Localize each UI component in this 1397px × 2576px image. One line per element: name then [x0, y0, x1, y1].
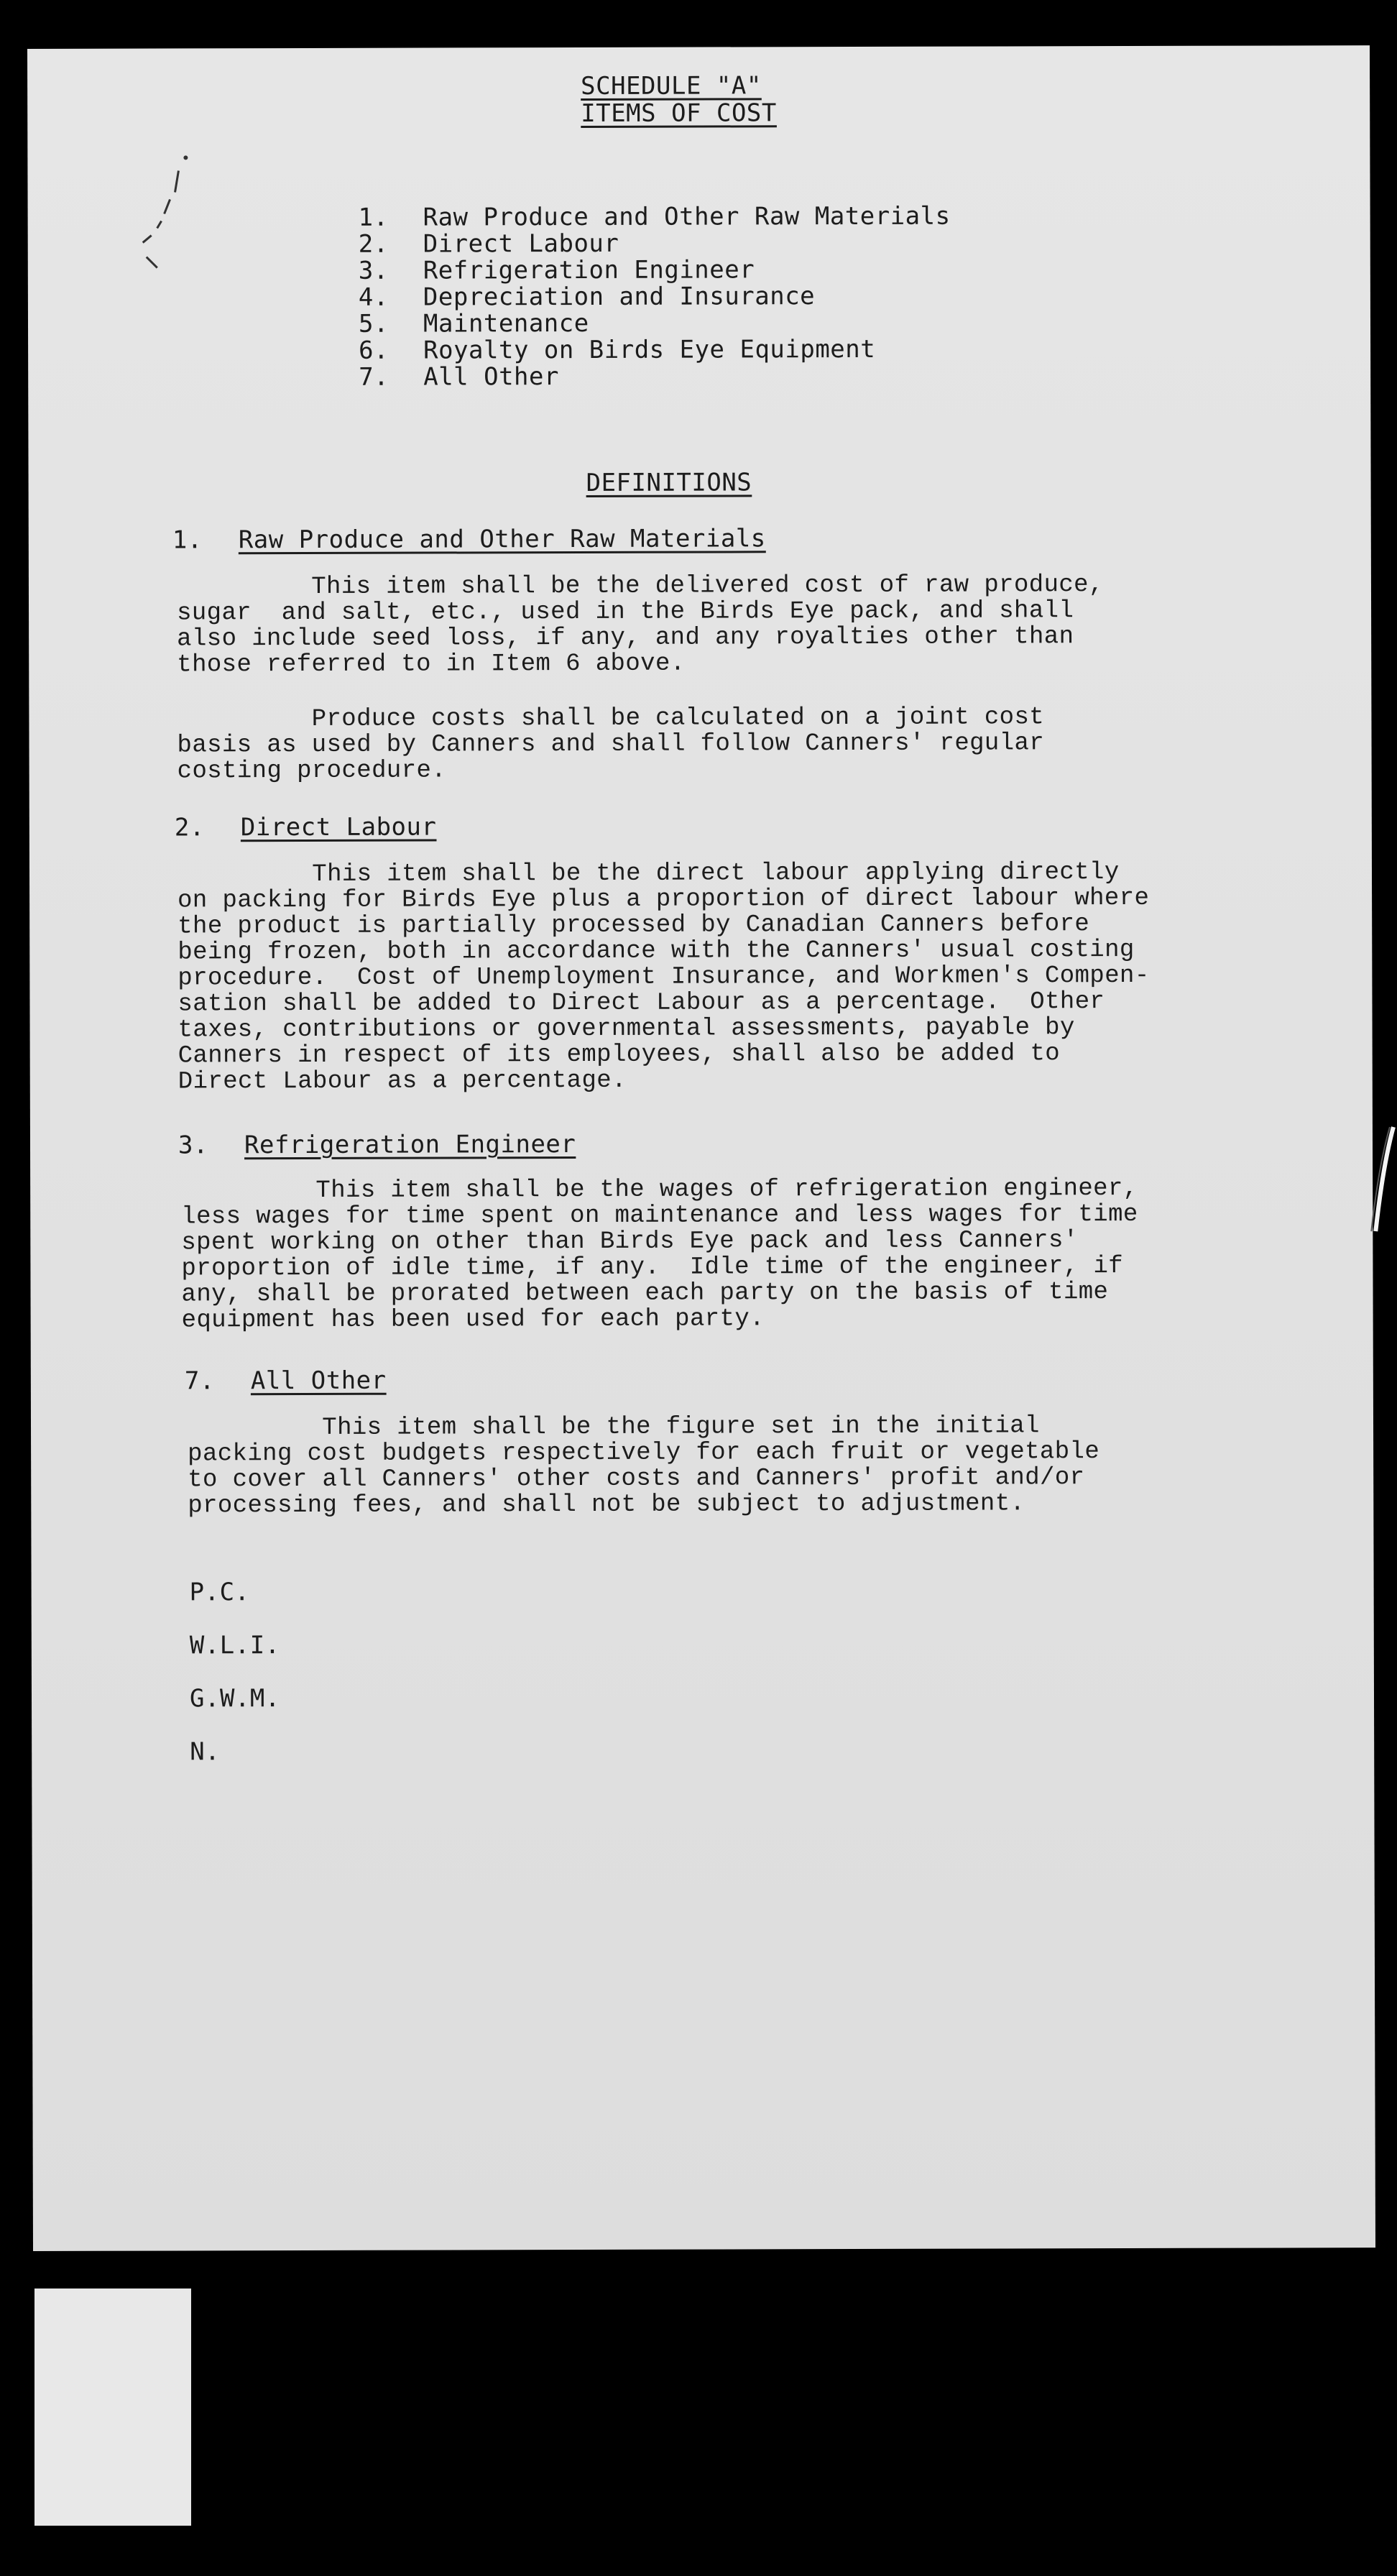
- edge-pen-mark: [1368, 1123, 1397, 1238]
- initials-entry: G.W.M.: [189, 1684, 280, 1714]
- item-label: Raw Produce and Other Raw Materials: [423, 201, 951, 232]
- item-label: Direct Labour: [423, 229, 619, 259]
- item-label: Royalty on Birds Eye Equipment: [423, 334, 876, 365]
- section-paragraph: Produce costs shall be calculated on a joint cost basis as used by Canners and shall follow Canners' regular costing procedure.: [177, 704, 1045, 786]
- section-paragraph: This item shall be the delivered cost of raw produce, sugar and salt, etc., used in the Birds Eye pack, and shall also include seed loss, if any, and any royalties other than those referred to in Item 6 above.: [176, 571, 1104, 679]
- section-paragraph: This item shall be the wages of refrigeration engineer, less wages for time spent on maintenance and less wages for time spent working on other than Birds Eye pack and less Canners' proportion of idle time, if any. Idle time of the engineer, if any, shall be prorated between each party on the basis of time equipment has been used for each party.: [181, 1174, 1138, 1335]
- item-number: 3.: [358, 256, 389, 285]
- section-paragraph: This item shall be the direct labour applying directly on packing for Birds Eye plus a proportion of direct labour where the product is partially processed by Canadian Canners before being frozen, both in accordance with the Canners' usual costing procedure. Cost of Unemployment Insurance, and Workmen's Compen- sation shall be added to Direct Labour as a percentage. Other taxes, contributions or governmental assessments, payable by Canners in respect of its employees, shall also be added to Direct Labour as a percentage.: [177, 859, 1150, 1096]
- definitions-title: DEFINITIONS: [586, 468, 752, 497]
- item-number: 2.: [358, 229, 389, 259]
- section-title: Raw Produce and Other Raw Materials: [238, 524, 766, 555]
- schedule-title: SCHEDULE "A": [581, 71, 762, 101]
- item-number: 1.: [358, 203, 389, 232]
- document-page: [27, 45, 1375, 2251]
- initials-entry: P.C.: [189, 1578, 250, 1607]
- section-paragraph: This item shall be the figure set in the initial packing cost budgets respectively for each fruit or vegetable to cover all Canners' other costs and Canners' profit and/or processing fees, and shall not be subject to adjustment.: [187, 1412, 1100, 1520]
- microfilm-target-card: [34, 2288, 191, 2526]
- section-title: All Other: [250, 1366, 387, 1396]
- section-number: 1.: [172, 525, 203, 555]
- item-label: Depreciation and Insurance: [423, 282, 816, 312]
- item-number: 7.: [359, 362, 389, 392]
- section-title: Refrigeration Engineer: [244, 1130, 576, 1160]
- item-label: Refrigeration Engineer: [423, 255, 755, 285]
- item-number: 6.: [359, 336, 389, 365]
- section-number: 3.: [177, 1131, 208, 1160]
- section-number: 7.: [184, 1366, 215, 1396]
- section-number: 2.: [174, 813, 205, 842]
- item-label: Maintenance: [423, 308, 589, 339]
- item-number: 4.: [358, 282, 389, 312]
- section-title: Direct Labour: [240, 812, 437, 842]
- item-number: 5.: [358, 309, 389, 339]
- items-of-cost-title: ITEMS OF COST: [581, 98, 777, 128]
- initials-entry: N.: [190, 1737, 221, 1767]
- initials-entry: W.L.I.: [189, 1631, 280, 1660]
- scratch-marks: [114, 149, 200, 278]
- item-label: All Other: [423, 362, 559, 392]
